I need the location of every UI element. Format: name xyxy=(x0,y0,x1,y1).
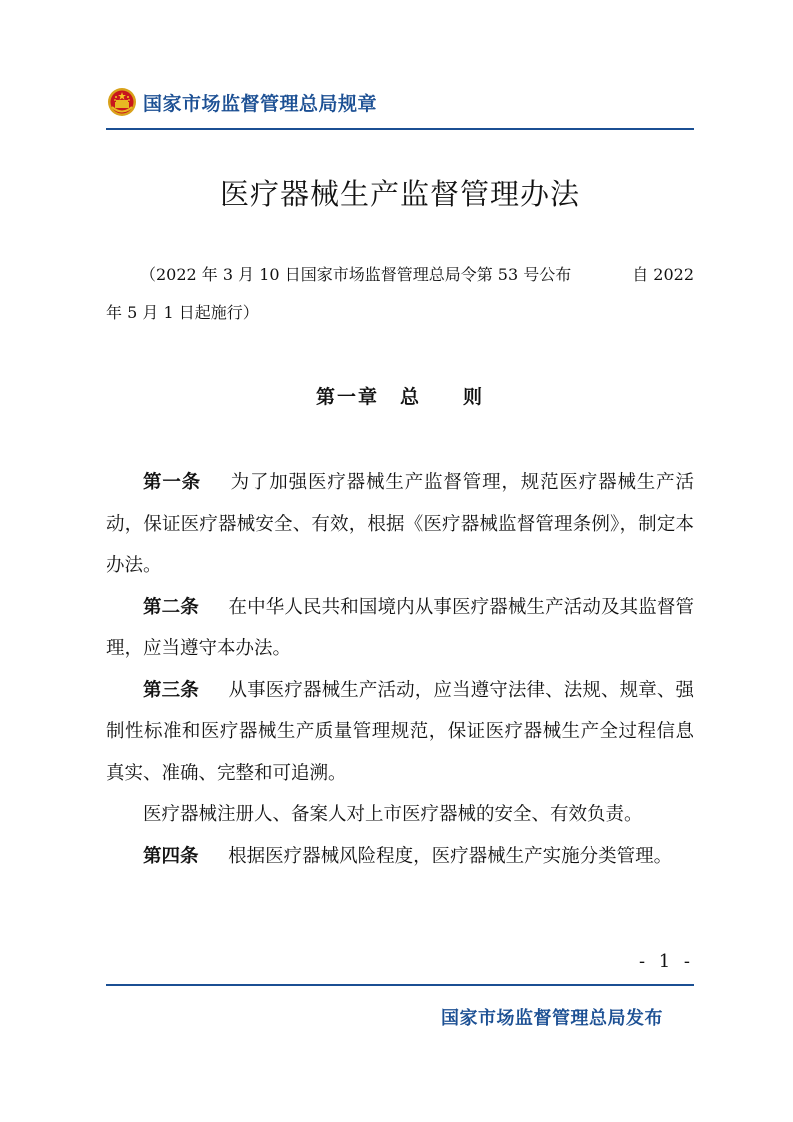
promulgation-line-1 xyxy=(106,256,694,294)
article-paragraph xyxy=(106,670,694,795)
article-label: 第四条 xyxy=(143,845,199,867)
document-title: 医疗器械生产监督管理办法 xyxy=(219,177,580,211)
article-text: 从事医疗器械生产活动，应当遵守法律、法规、规章、强制性标准和医疗器械生产质量管理规范，保证医疗器械生产全过程信息真实、准确、完整和可追溯。 xyxy=(106,679,694,784)
footer-divider xyxy=(106,984,694,986)
page-header xyxy=(107,84,377,120)
footer-publisher: 国家市场监督管理总局发布 xyxy=(441,1008,663,1029)
header-title: 国家市场监督管理总局规章 xyxy=(143,92,378,115)
national-emblem-icon xyxy=(107,87,137,117)
page-number: - 1 - xyxy=(638,951,694,972)
article-paragraph xyxy=(106,794,694,836)
article-text: 为了加强医疗器械生产监督管理，规范医疗器械生产活动，保证医疗器械安全、有效，根据《医疗器械监督管理条例》，制定本办法。 xyxy=(106,472,694,576)
promulgation-line-1-right: 自 2022 xyxy=(632,265,694,284)
article-text: 医疗器械注册人、备案人对上市医疗器械的安全、有效负责。 xyxy=(143,804,643,825)
article-text: 在中华人民共和国境内从事医疗器械生产活动及其监督管理，应当遵守本办法。 xyxy=(106,596,694,659)
header-divider xyxy=(106,128,694,130)
article-paragraph xyxy=(106,587,694,670)
article-text: 根据医疗器械风险程度，医疗器械生产实施分类管理。 xyxy=(228,845,673,867)
chapter-title: 第一章 总 则 xyxy=(315,386,484,408)
article-label: 第二条 xyxy=(143,596,199,618)
articles-body xyxy=(106,462,694,877)
promulgation-line-2: 年 5 月 1 日起施行） xyxy=(106,303,259,322)
article-label: 第一条 xyxy=(143,472,202,493)
promulgation-note xyxy=(106,256,694,332)
article-paragraph xyxy=(106,462,694,587)
article-paragraph xyxy=(106,836,694,878)
article-label: 第三条 xyxy=(143,679,199,701)
promulgation-line-1-left: （2022 年 3 月 10 日国家市场监督管理总局令第 53 号公布 xyxy=(140,265,572,284)
